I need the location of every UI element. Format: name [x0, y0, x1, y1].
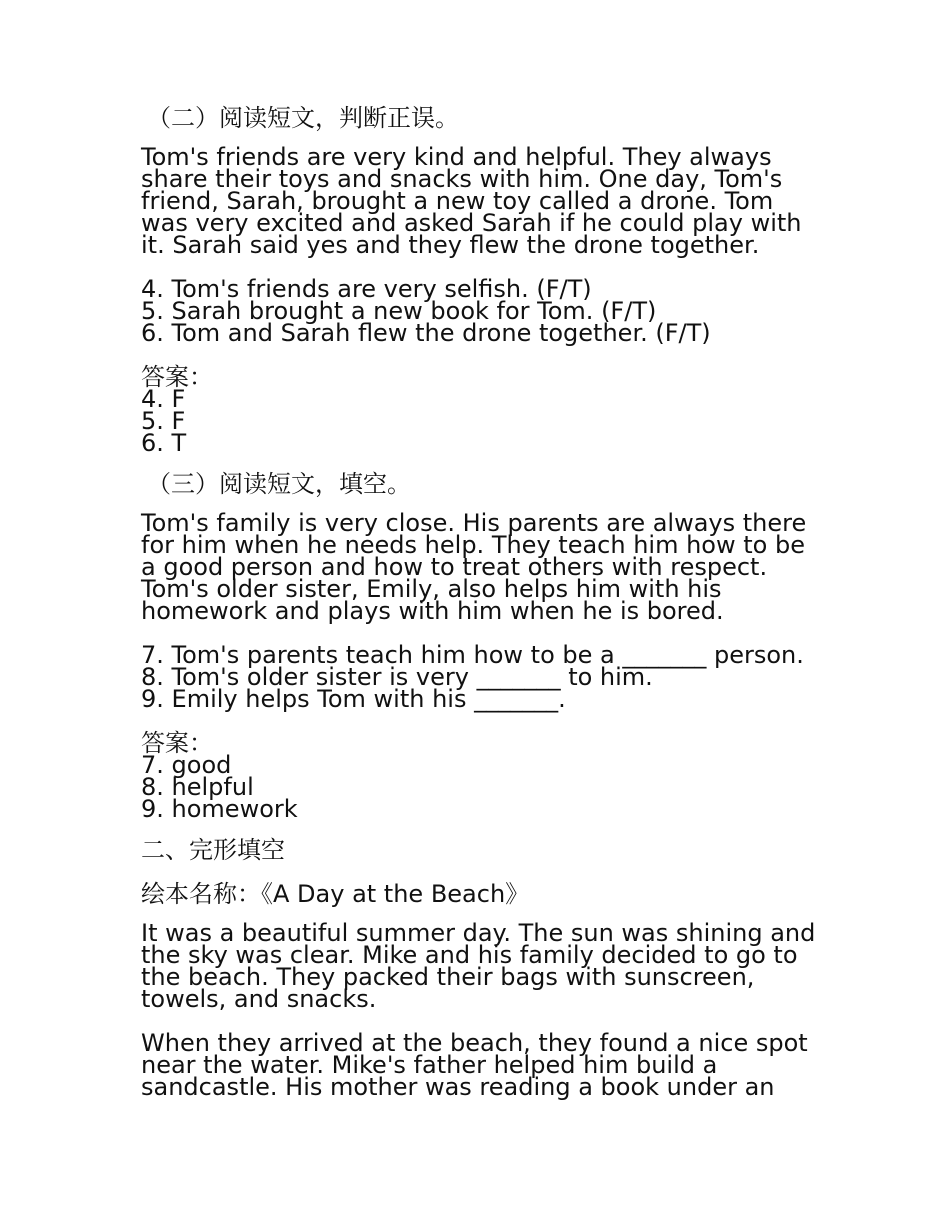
section-heading-reading-fill-blank: （三）阅读短文，填空。: [147, 470, 411, 498]
answer-item: 9. homework: [141, 795, 298, 823]
question-item: 8. Tom's older sister is very _______ to him.: [141, 663, 653, 691]
passage-line: for him when he needs help. They teach him how to be: [141, 531, 805, 559]
passage-line: sandcastle. His mother was reading a book under an: [141, 1073, 775, 1101]
passage-line: friend, Sarah, brought a new toy called a drone. Tom: [141, 187, 774, 215]
question-item: 9. Emily helps Tom with his _______.: [141, 685, 566, 713]
passage-line: it. Sarah said yes and they flew the drone together.: [141, 231, 760, 259]
passage-line: was very excited and asked Sarah if he could play with: [141, 209, 802, 237]
passage-line: share their toys and snacks with him. One day, Tom's: [141, 165, 783, 193]
answer-item: 8. helpful: [141, 773, 254, 801]
section-heading-reading-true-false: （二）阅读短文，判断正误。: [147, 104, 459, 132]
passage-line: towels, and snacks.: [141, 985, 377, 1013]
answer-item: 6. T: [141, 429, 187, 457]
question-list-true-false: [141, 275, 821, 347]
question-item: 7. Tom's parents teach him how to be a _______ person.: [141, 641, 804, 669]
answer-item: 7. good: [141, 751, 232, 779]
question-item: 4. Tom's friends are very selfish. (F/T): [141, 275, 592, 303]
part-heading-cloze: 二、完形填空: [141, 836, 285, 864]
passage-line: Tom's friends are very kind and helpful. They always: [141, 143, 772, 171]
cloze-paragraph-1: [141, 919, 821, 1013]
document-page: [141, 102, 821, 1101]
answer-label: 答案：: [141, 363, 213, 391]
passage-tom-friends: [141, 143, 821, 259]
picture-book-title: 绘本名称：《A Day at the Beach》: [141, 880, 530, 908]
question-item: 5. Sarah brought a new book for Tom. (F/T): [141, 297, 657, 325]
passage-line: It was a beautiful summer day. The sun was shining and: [141, 919, 816, 947]
answer-label: 答案：: [141, 729, 213, 757]
passage-line: Tom's older sister, Emily, also helps him with his: [141, 575, 722, 603]
answer-block-true-false: [141, 363, 821, 457]
answer-block-fill-blank: [141, 729, 821, 823]
answer-item: 4. F: [141, 385, 186, 413]
passage-line: near the water. Mike's father helped him build a: [141, 1051, 718, 1079]
passage-line: Tom's family is very close. His parents are always there: [141, 509, 807, 537]
question-list-fill-blank: [141, 641, 821, 713]
passage-line: When they arrived at the beach, they found a nice spot: [141, 1029, 808, 1057]
passage-line: the beach. They packed their bags with sunscreen,: [141, 963, 755, 991]
passage-tom-family: [141, 509, 821, 625]
cloze-paragraph-2: [141, 1029, 821, 1101]
question-item: 6. Tom and Sarah flew the drone together. (F/T): [141, 319, 711, 347]
passage-line: the sky was clear. Mike and his family decided to go to: [141, 941, 798, 969]
passage-line: homework and plays with him when he is bored.: [141, 597, 724, 625]
passage-line: a good person and how to treat others with respect.: [141, 553, 768, 581]
answer-item: 5. F: [141, 407, 186, 435]
